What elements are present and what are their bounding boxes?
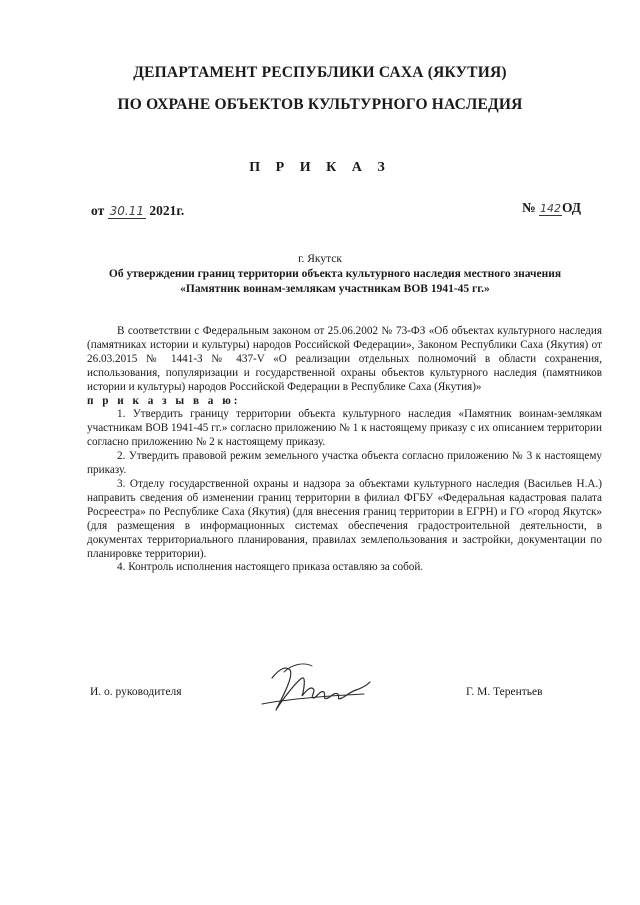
date-prefix: от	[91, 203, 105, 218]
order-body	[87, 325, 602, 575]
order-number	[522, 200, 581, 216]
order-word: п р и к а з ы в а ю:	[87, 394, 241, 407]
number-handwritten: 142	[539, 202, 561, 215]
order-item-1: 1. Утвердить границу территории объекта культурного наследия «Памятник воинам-землякам участникам ВОВ 1941-45 гг.» согласно приложению № 1 к настоящему приказу с их описанием территории согласно приложению № 2 к настоящему приказу.	[87, 408, 602, 449]
department-name-line1: ДЕПАРТАМЕНТ РЕСПУБЛИКИ САХА (ЯКУТИЯ)	[133, 64, 507, 81]
date-handwritten: 30.11	[109, 204, 144, 218]
date-suffix: 2021г.	[149, 203, 185, 218]
order-item-3: 3. Отделу государственной охраны и надзора за объектами культурного наследия (Васильев Н.А.) направить сведения об изменении границ территории в филиал ФГБУ «Федеральная кадастровая палата Росреестра» по Республике Саха (Якутия) (для внесения границ территории в ЕГРН) и ГО «город Якутск» (для размещения в информационных системах обеспечения градостроительной деятельности, в документах территориального планирования, правилах землепользования и застройки, документации по планировке территории).	[87, 477, 602, 560]
department-name-line2: ПО ОХРАНЕ ОБЪЕКТОВ КУЛЬТУРНОГО НАСЛЕДИЯ	[117, 96, 523, 113]
order-item-4: 4. Контроль исполнения настоящего приказа оставляю за собой.	[117, 561, 424, 574]
intro-paragraph: В соответствии с Федеральным законом от 25.06.2002 № 73-ФЗ «Об объектах культурного наследия (памятниках истории и культуры) народов Российской Федерации», Законом Республики Саха (Якутия) от 26.03.2015 № 1441-З № 437-V «О реализации отдельных полномочий в области сохранения, использования, популяризации и государственной охраны объектов культурного наследия (памятников истории и культуры) народов Российской Федерации в Республике Саха (Якутия)»	[87, 325, 602, 393]
number-suffix: ОД	[561, 200, 582, 215]
order-item-2: 2. Утвердить правовой режим земельного участка объекта согласно приложению № 3 к настоящему приказу.	[87, 450, 602, 477]
handwritten-signature-icon	[252, 660, 377, 720]
signatory-name: Г. М. Терентьев	[466, 686, 543, 698]
order-date	[91, 203, 184, 219]
number-prefix: №	[522, 200, 536, 215]
signatory-position: И. о. руководителя	[90, 686, 182, 698]
city: г. Якутск	[298, 253, 342, 265]
document-title: П Р И К А З	[249, 160, 391, 175]
order-subject: Об утверждении границ территории объекта культурного наследия местного значения «Памятник воинам-землякам участникам ВОВ 1941-45 гг.»	[108, 268, 562, 295]
